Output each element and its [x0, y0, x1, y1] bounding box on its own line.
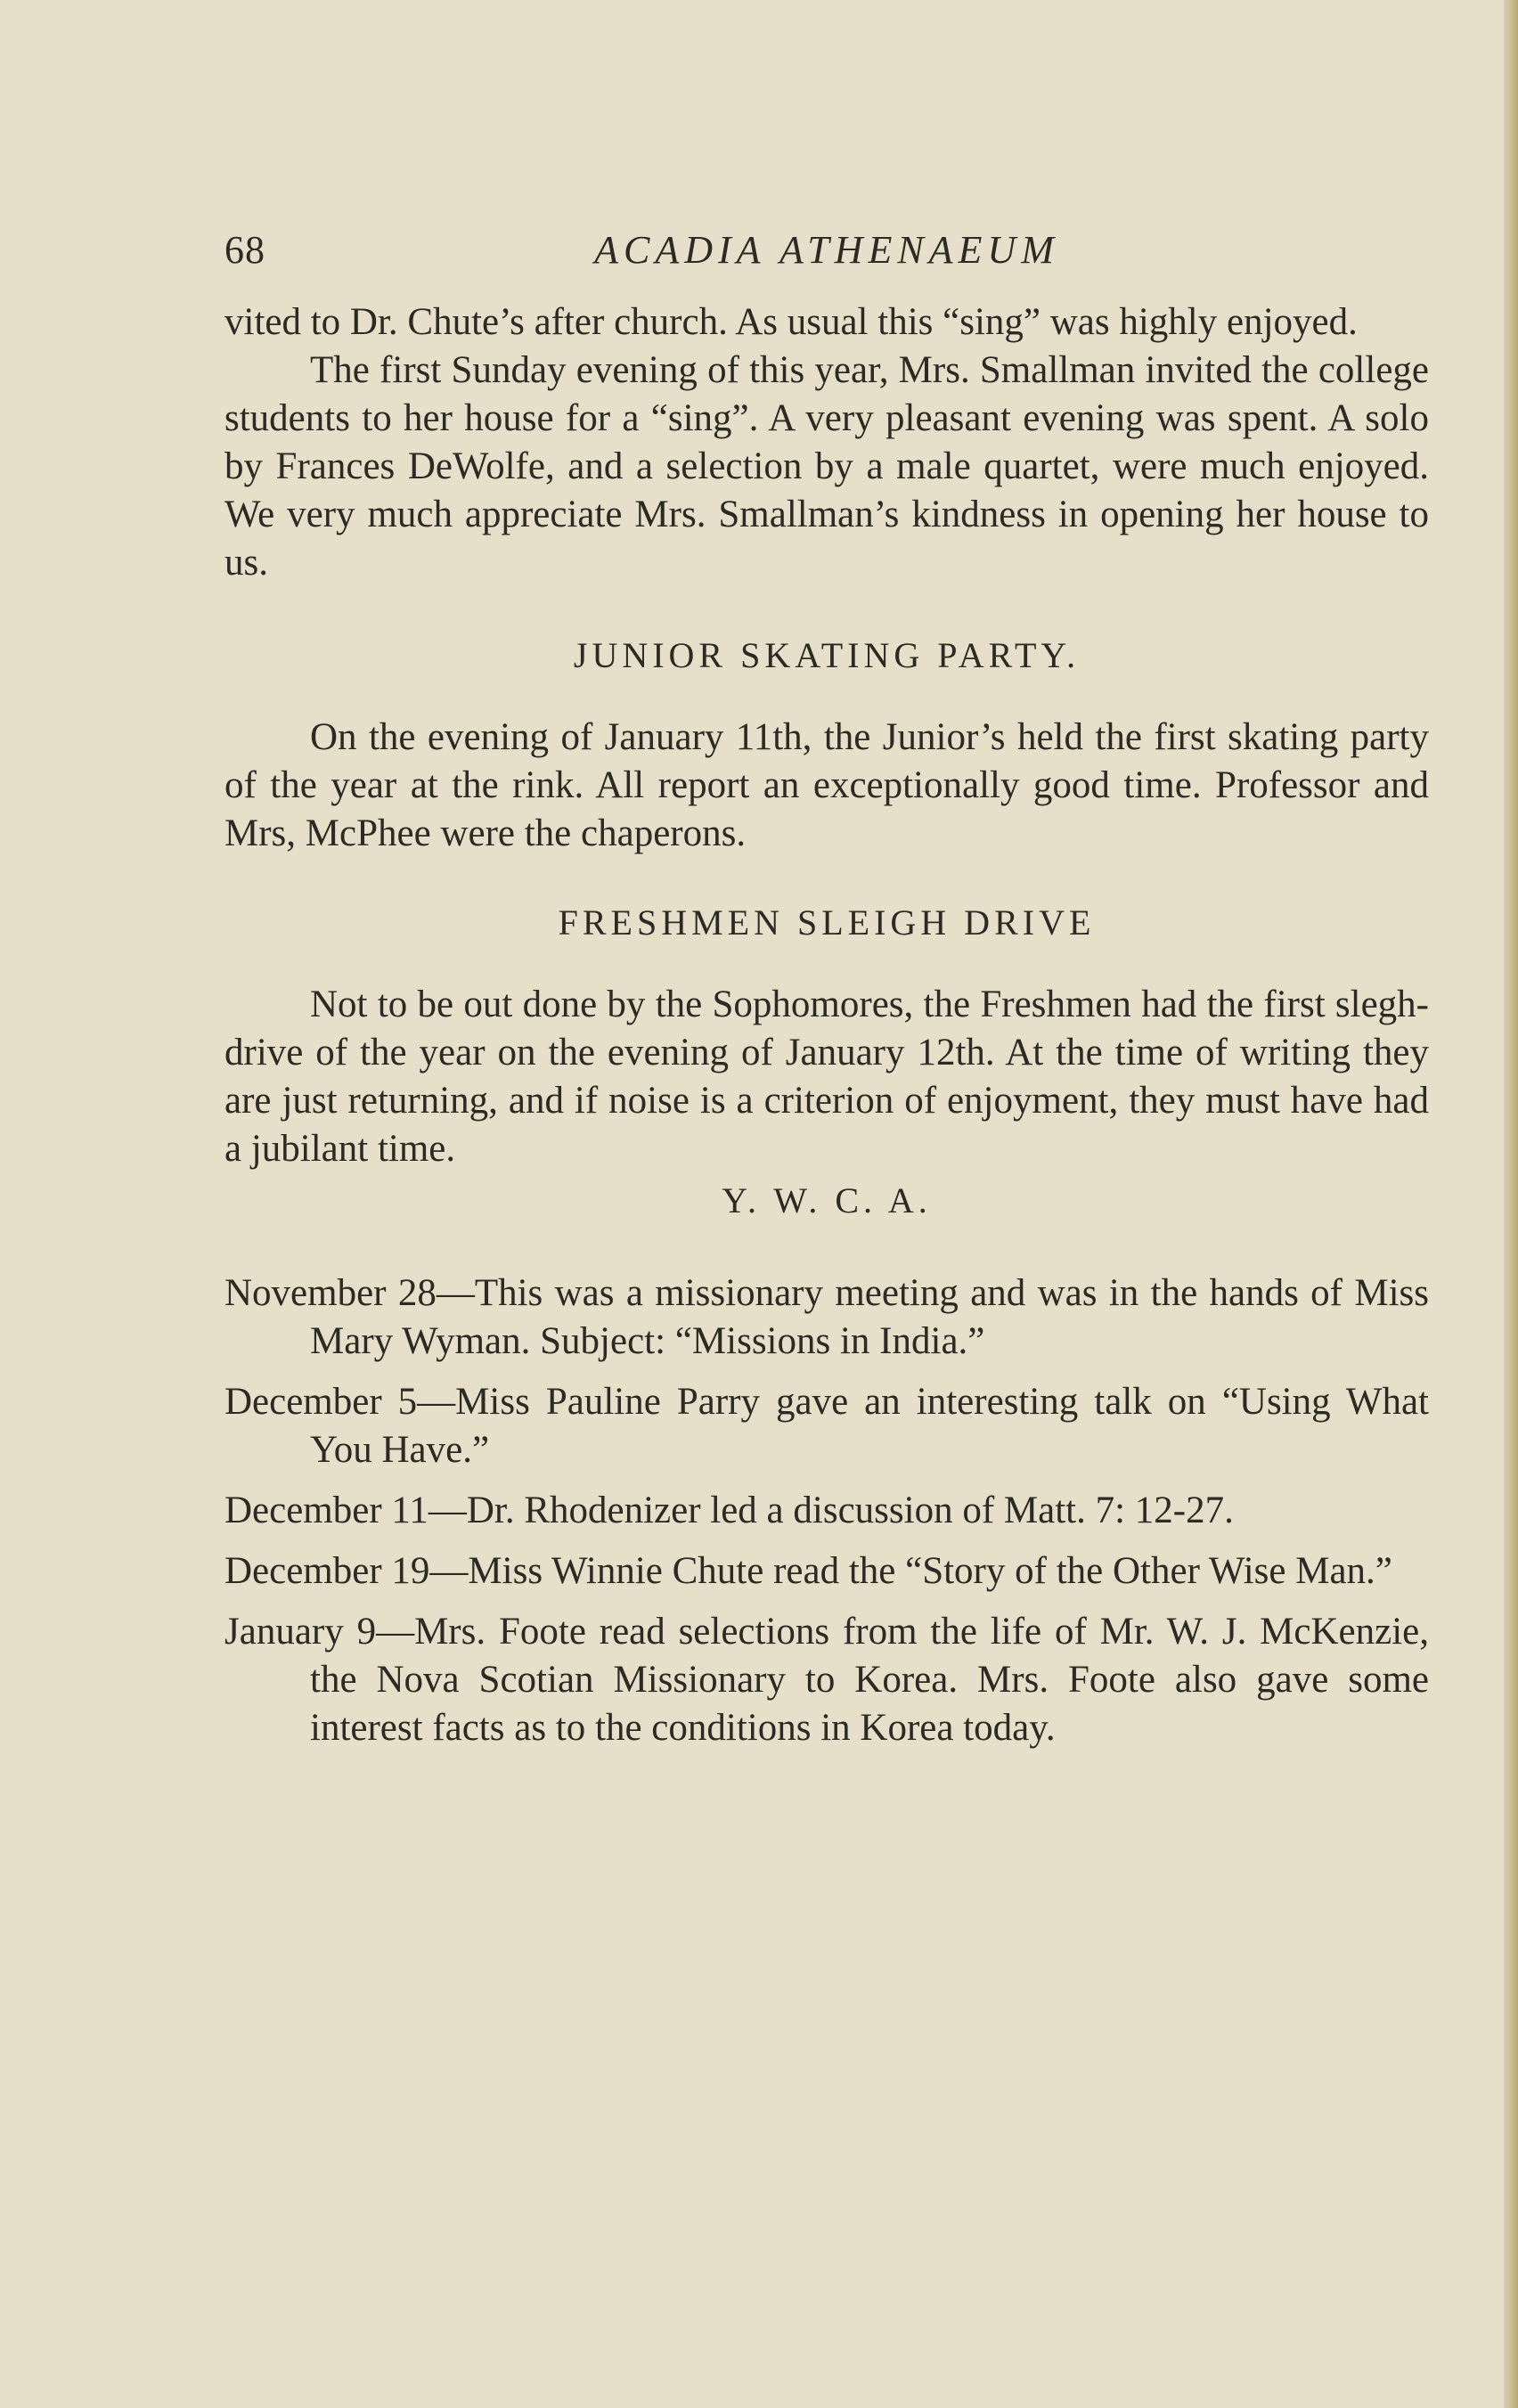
- page-number: 68: [224, 228, 265, 272]
- page-edge: [1504, 0, 1518, 2408]
- heading-freshmen-sleigh-drive: FRESHMEN SLEIGH DRIVE: [558, 902, 1096, 943]
- heading-junior-skating-party: JUNIOR SKATING PARTY.: [573, 635, 1081, 675]
- page-header: [224, 227, 1429, 298]
- page-content: [224, 227, 1429, 1765]
- ywca-entry-jan-9: January 9—Mrs. Foote read selections from the life of Mr. W. J. McKenzie, the Nova Scotian Missionary to Korea. Mrs. Foote also gave some interest facts as to the conditions in Korea today.: [224, 1611, 1429, 1749]
- running-title: ACADIA ATHENAEUM: [594, 228, 1059, 272]
- ywca-entry-nov-28: November 28—This was a missionary meeting and was in the hands of Miss Mary Wyman. Subject: “Missions in India.”: [224, 1272, 1429, 1362]
- ywca-entries: [224, 1269, 1429, 1752]
- intro-paragraph-sing: The first Sunday evening of this year, Mrs. Smallman invited the college students to her house for a “sing”. A very pleasant evening was spent. A solo by Frances DeWolfe, and a selection by a male quartet, were much enjoyed. We very much appreciate Mrs. Smallman’s kindness in opening her house to us.: [224, 349, 1429, 584]
- paragraph-freshmen-sleigh-drive: Not to be out done by the Sophomores, the Freshmen had the first slegh-drive of the year on the evening of January 12th. At the time of writing they are just returning, and if noise is a criterion of enjoyment, they must have had a jubilant time.: [224, 984, 1429, 1170]
- paragraph-junior-skating-party: On the evening of January 11th, the Junior’s held the first skating party of the year at the rink. All report an exceptionally good time. Professor and Mrs, McPhee were the chaperons.: [224, 716, 1429, 854]
- ywca-entry-dec-19: December 19—Miss Winnie Chute read the “Story of the Other Wise Man.”: [224, 1550, 1392, 1592]
- heading-ywca: Y. W. C. A.: [722, 1180, 932, 1220]
- intro-paragraph-continued: vited to Dr. Chute’s after church. As usual this “sing” was highly enjoyed.: [224, 301, 1358, 343]
- ywca-entry-dec-11: December 11—Dr. Rhodenizer led a discussion of Matt. 7: 12-27.: [224, 1490, 1234, 1531]
- ywca-entry-dec-5: December 5—Miss Pauline Parry gave an interesting talk on “Using What You Have.”: [224, 1381, 1429, 1471]
